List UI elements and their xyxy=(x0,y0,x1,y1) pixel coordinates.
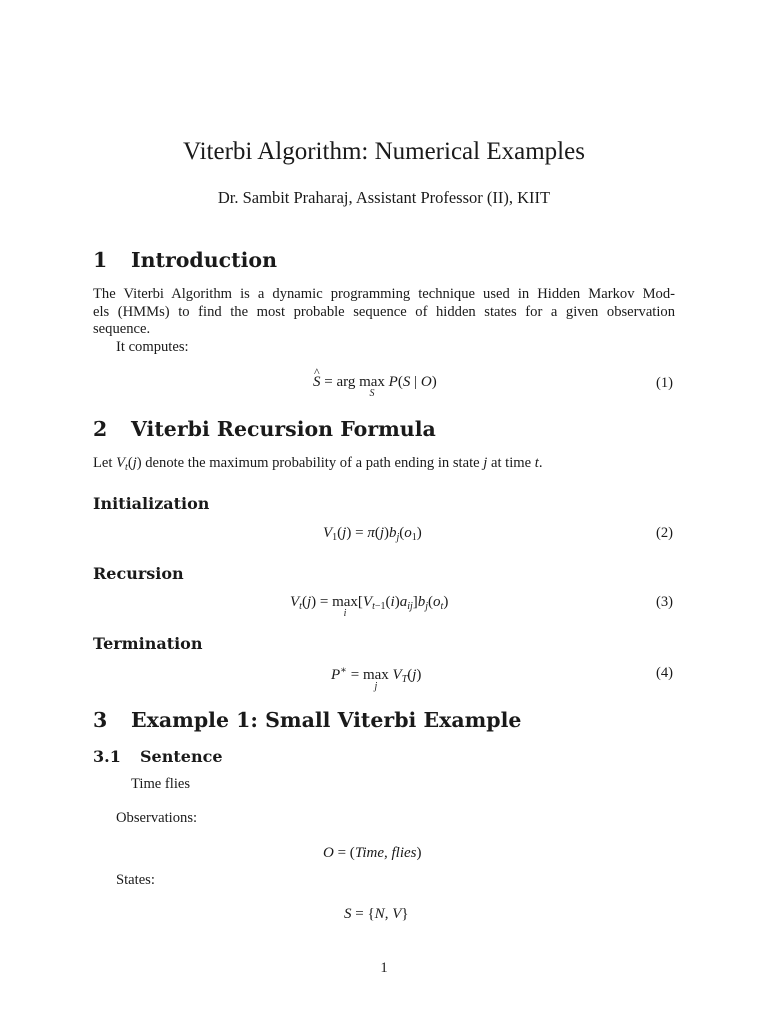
equation-termination: P∗ = max j $V_T(j)$ xyxy=(331,665,422,692)
equation-number-1: (1) xyxy=(656,375,674,391)
paragraph-heading-initialization: Initialization xyxy=(93,494,210,513)
equation-number-2: (2) xyxy=(656,525,674,541)
intro-line-2: els (HMMs) to find the most probable sequence of hidden states for a given observation xyxy=(93,303,675,320)
section-title: Viterbi Recursion Formula xyxy=(131,417,436,441)
sentence-text: Time flies xyxy=(131,776,191,792)
equation-initialization: $V_1(j) = \pi(j)b_j(o_1)$ xyxy=(323,525,422,543)
computes-text: It computes: xyxy=(116,339,189,355)
observations-label: Observations: xyxy=(116,810,198,826)
section-heading-example-1 xyxy=(93,708,521,732)
equation-recursion: $V_t(j) = \max$ i $[V_{t-1}(i)a_{ij}]b_j(o_t)$ xyxy=(290,594,449,619)
section-title: Example 1: Small Viterbi Example xyxy=(131,708,522,732)
paragraph-heading-termination: Termination xyxy=(93,634,203,653)
intro-line-1: The Viterbi Algorithm is a dynamic programming technique used in Hidden Markov Mod- xyxy=(93,286,675,302)
author-line: Dr. Sambit Praharaj, Assistant Professor (II), KIIT xyxy=(217,188,551,207)
subsection-number: 3.1 xyxy=(93,747,121,766)
page-number: 1 xyxy=(380,960,388,976)
equation-argmax: ^ S = arg max S P(S | O) xyxy=(313,374,437,391)
subsection-title: Sentence xyxy=(140,747,223,766)
intro-paragraph xyxy=(93,286,675,339)
section-number: 2 xyxy=(93,417,108,441)
paper-title: Viterbi Algorithm: Numerical Examples xyxy=(183,138,585,165)
section-heading-recursion-formula xyxy=(93,417,436,441)
section-number: 3 xyxy=(93,708,108,732)
subsection-heading-sentence xyxy=(93,747,223,766)
equation-number-3: (3) xyxy=(656,594,674,610)
equation-number-4: (4) xyxy=(656,665,674,681)
section-number: 1 xyxy=(93,248,108,272)
intro-line-3: sequence. xyxy=(93,321,151,337)
section-title: Introduction xyxy=(131,248,277,272)
section-heading-introduction xyxy=(93,248,277,272)
equation-states: S = {N, V} xyxy=(344,906,409,922)
let-definition-text: Let $V_t(j)$ denote the maximum probability of a path ending in state j at time t. xyxy=(93,455,543,473)
paragraph-heading-recursion: Recursion xyxy=(93,564,184,583)
equation-observations: O = (Time, flies) xyxy=(323,845,422,861)
states-label: States: xyxy=(116,872,155,888)
